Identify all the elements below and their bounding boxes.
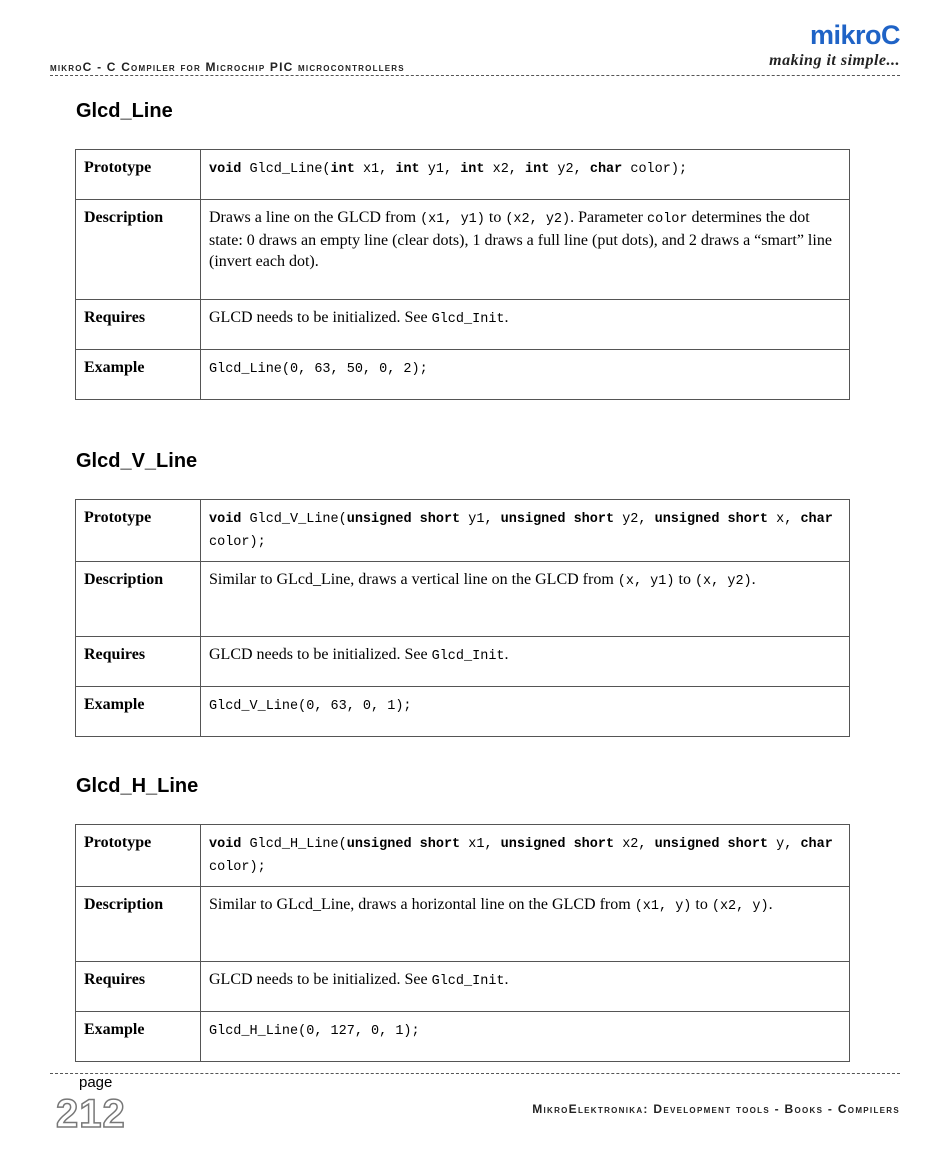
prototype-label: Prototype	[76, 500, 201, 562]
example-value: Glcd_Line(0, 63, 50, 0, 2);	[201, 350, 850, 400]
description-label: Description	[76, 562, 201, 637]
description-row	[76, 200, 850, 300]
requires-row	[76, 962, 850, 1012]
requires-label: Requires	[76, 300, 201, 350]
description-label: Description	[76, 200, 201, 300]
requires-value: GLCD needs to be initialized. See Glcd_Init.	[201, 962, 850, 1012]
requires-value: GLCD needs to be initialized. See Glcd_Init.	[201, 637, 850, 687]
prototype-label: Prototype	[76, 825, 201, 887]
description-label: Description	[76, 887, 201, 962]
brand-tagline: making it simple...	[769, 52, 900, 69]
prototype-label: Prototype	[76, 150, 201, 200]
description-row	[76, 887, 850, 962]
requires-row	[76, 637, 850, 687]
example-value: Glcd_H_Line(0, 127, 0, 1);	[201, 1012, 850, 1062]
footer-publisher-text: MikroElektronika: Development tools - Books - Compilers	[532, 1102, 900, 1116]
prototype-row	[76, 500, 850, 562]
prototype-value: void Glcd_Line(int x1, int y1, int x2, int y2, char color);	[201, 150, 850, 200]
prototype-value: void Glcd_V_Line(unsigned short y1, unsigned short y2, unsigned short x, char color);	[201, 500, 850, 562]
brand-logo: mikroC	[809, 20, 900, 50]
section-title-glcd-h-line: Glcd_H_Line	[76, 775, 199, 797]
page-label: page	[79, 1074, 113, 1091]
section-title-glcd-line: Glcd_Line	[76, 100, 173, 122]
description-value: Similar to GLcd_Line, draws a horizontal line on the GLCD from (x1, y) to (x2, y).	[201, 887, 850, 962]
requires-label: Requires	[76, 962, 201, 1012]
function-table-glcd-v-line	[75, 499, 850, 737]
example-label: Example	[76, 1012, 201, 1062]
header-title: mikroC - C Compiler for Microchip PIC microcontrollers	[50, 60, 405, 74]
description-value: Draws a line on the GLCD from (x1, y1) to (x2, y2). Parameter color determines the dot state: 0 draws an empty line (clear dots), 1 draws a full line (put dots), and 2 draws a “smart” line (invert each dot).	[201, 200, 850, 300]
example-row	[76, 1012, 850, 1062]
prototype-row	[76, 150, 850, 200]
requires-row	[76, 300, 850, 350]
example-value: Glcd_V_Line(0, 63, 0, 1);	[201, 687, 850, 737]
section-title-glcd-v-line: Glcd_V_Line	[76, 450, 198, 472]
requires-label: Requires	[76, 637, 201, 687]
description-row	[76, 562, 850, 637]
page-number: 212	[56, 1092, 126, 1136]
function-table-glcd-line	[75, 149, 850, 400]
example-label: Example	[76, 350, 201, 400]
header-divider	[50, 75, 900, 76]
prototype-value: void Glcd_H_Line(unsigned short x1, unsigned short x2, unsigned short y, char color);	[201, 825, 850, 887]
requires-value: GLCD needs to be initialized. See Glcd_Init.	[201, 300, 850, 350]
example-row	[76, 687, 850, 737]
description-value: Similar to GLcd_Line, draws a vertical line on the GLCD from (x, y1) to (x, y2).	[201, 562, 850, 637]
function-table-glcd-h-line	[75, 824, 850, 1062]
example-label: Example	[76, 687, 201, 737]
example-row	[76, 350, 850, 400]
prototype-row	[76, 825, 850, 887]
footer-divider	[50, 1073, 900, 1074]
